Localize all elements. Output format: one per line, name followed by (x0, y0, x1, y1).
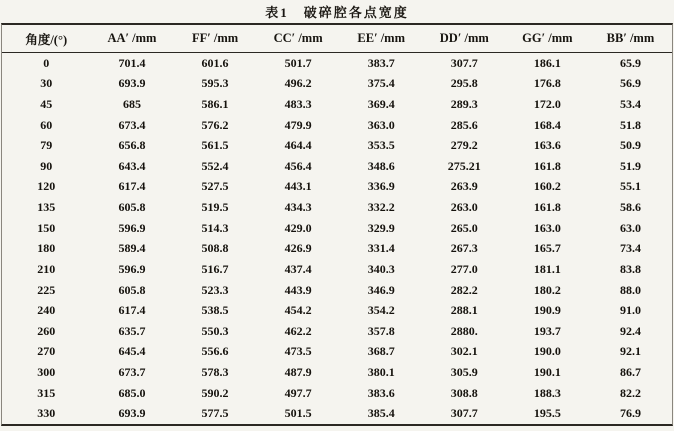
cell-value: 190.9 (533, 303, 561, 318)
cell-value: 383.7 (367, 55, 395, 70)
column-header: CC′ /mm (257, 25, 340, 53)
cell-value: 289.3 (450, 97, 478, 112)
cell-value: 578.3 (201, 364, 229, 379)
cell-value: 181.1 (533, 261, 561, 276)
cell-value: 605.8 (118, 282, 146, 297)
cell-value: 51.9 (619, 158, 641, 173)
cell-value: 193.7 (533, 323, 561, 338)
cell-value: 363.0 (367, 117, 395, 132)
table-row (2, 362, 672, 383)
cell-value: 63.0 (619, 220, 641, 235)
cell-value: 263.0 (450, 200, 478, 215)
cell-value: 161.8 (533, 158, 561, 173)
cell-value: 188.3 (533, 385, 561, 400)
cell-value: 635.7 (118, 323, 146, 338)
column-header: AA′ /mm (90, 25, 173, 53)
column-header-angle: 角度/(°) (2, 25, 90, 53)
table-row (2, 342, 672, 363)
cell-value: 331.4 (367, 241, 395, 256)
cell-value: 302.1 (450, 344, 478, 359)
cell-value: 595.3 (201, 76, 229, 91)
cell-value: 53.4 (619, 97, 641, 112)
cell-value: 617.4 (118, 179, 146, 194)
cell-value: 336.9 (367, 179, 395, 194)
cell-value: 383.6 (367, 385, 395, 400)
column-header: BB′ /mm (589, 25, 672, 53)
cell-angle: 270 (37, 344, 56, 359)
column-header: GG′ /mm (506, 25, 589, 53)
cell-angle: 135 (37, 200, 56, 215)
table-row (2, 197, 672, 218)
cell-angle: 60 (40, 117, 53, 132)
cell-value: 161.8 (533, 200, 561, 215)
cell-value: 596.9 (118, 261, 146, 276)
cell-value: 497.7 (284, 385, 312, 400)
cell-value: 340.3 (367, 261, 395, 276)
cell-value: 282.2 (450, 282, 478, 297)
cell-value: 195.5 (533, 406, 561, 421)
cell-value: 514.3 (201, 220, 229, 235)
cell-value: 454.2 (284, 303, 312, 318)
cell-value: 576.2 (201, 117, 229, 132)
cell-angle: 260 (37, 323, 56, 338)
cell-value: 693.9 (118, 406, 146, 421)
cell-value: 65.9 (619, 55, 641, 70)
cell-value: 487.9 (284, 364, 312, 379)
cell-value: 380.1 (367, 364, 395, 379)
cell-value: 295.8 (450, 76, 478, 91)
cell-value: 73.4 (619, 241, 641, 256)
data-table (2, 25, 672, 424)
column-header: DD′ /mm (423, 25, 506, 53)
cell-value: 279.2 (450, 138, 478, 153)
cell-value: 368.7 (367, 344, 395, 359)
table-row (2, 383, 672, 404)
cell-angle: 120 (37, 179, 56, 194)
table-title: 表1 破碎腔各点宽度 (265, 5, 409, 20)
column-header: FF′ /mm (174, 25, 257, 53)
cell-value: 160.2 (533, 179, 561, 194)
cell-value: 556.6 (201, 344, 229, 359)
cell-angle: 210 (37, 261, 56, 276)
cell-value: 288.1 (450, 303, 478, 318)
cell-value: 163.0 (533, 220, 561, 235)
cell-value: 263.9 (450, 179, 478, 194)
table-row (2, 239, 672, 260)
cell-value: 92.4 (619, 323, 641, 338)
cell-value: 88.0 (619, 282, 641, 297)
table-body (2, 53, 672, 425)
cell-angle: 150 (37, 220, 56, 235)
cell-angle: 45 (40, 97, 53, 112)
cell-value: 86.7 (619, 364, 641, 379)
cell-value: 443.1 (284, 179, 312, 194)
cell-value: 348.6 (367, 158, 395, 173)
cell-value: 434.3 (284, 200, 312, 215)
cell-value: 550.3 (201, 323, 229, 338)
cell-value: 163.6 (533, 138, 561, 153)
cell-value: 369.4 (367, 97, 395, 112)
table-row (2, 135, 672, 156)
cell-value: 58.6 (619, 200, 641, 215)
cell-value: 346.9 (367, 282, 395, 297)
cell-value: 589.4 (118, 241, 146, 256)
cell-value: 464.4 (284, 138, 312, 153)
cell-value: 277.0 (450, 261, 478, 276)
column-header: EE′ /mm (340, 25, 423, 53)
table-row (2, 403, 672, 424)
cell-value: 645.4 (118, 344, 146, 359)
cell-value: 176.8 (533, 76, 561, 91)
table-row (2, 53, 672, 74)
table-row (2, 156, 672, 177)
table-row (2, 218, 672, 239)
cell-value: 561.5 (201, 138, 229, 153)
cell-value: 353.5 (367, 138, 395, 153)
table-row (2, 259, 672, 280)
cell-value: 596.9 (118, 220, 146, 235)
cell-value: 685.0 (118, 385, 146, 400)
cell-value: 462.2 (284, 323, 312, 338)
cell-value: 385.4 (367, 406, 395, 421)
cell-value: 285.6 (450, 117, 478, 132)
cell-value: 437.4 (284, 261, 312, 276)
data-table-container (1, 23, 673, 426)
cell-value: 501.7 (284, 55, 312, 70)
cell-value: 656.8 (118, 138, 146, 153)
cell-value: 92.1 (619, 344, 641, 359)
cell-value: 190.0 (533, 344, 561, 359)
cell-angle: 240 (37, 303, 56, 318)
cell-value: 577.5 (201, 406, 229, 421)
table-row (2, 280, 672, 301)
cell-value: 180.2 (533, 282, 561, 297)
cell-value: 508.8 (201, 241, 229, 256)
cell-value: 165.7 (533, 241, 561, 256)
cell-value: 643.4 (118, 158, 146, 173)
cell-value: 538.5 (201, 303, 229, 318)
cell-angle: 180 (37, 241, 56, 256)
header-row (2, 25, 672, 53)
cell-value: 267.3 (450, 241, 478, 256)
cell-angle: 225 (37, 282, 56, 297)
cell-value: 496.2 (284, 76, 312, 91)
cell-angle: 330 (37, 406, 56, 421)
cell-value: 516.7 (201, 261, 229, 276)
table-row (2, 74, 672, 95)
cell-value: 426.9 (284, 241, 312, 256)
cell-value: 329.9 (367, 220, 395, 235)
table-row (2, 321, 672, 342)
cell-value: 307.7 (450, 406, 478, 421)
cell-value: 190.1 (533, 364, 561, 379)
table-row (2, 177, 672, 198)
cell-value: 429.0 (284, 220, 312, 235)
cell-value: 483.3 (284, 97, 312, 112)
cell-value: 354.2 (367, 303, 395, 318)
cell-value: 76.9 (619, 406, 641, 421)
cell-angle: 90 (40, 158, 53, 173)
cell-angle: 0 (43, 55, 50, 70)
cell-value: 586.1 (201, 97, 229, 112)
cell-value: 473.5 (284, 344, 312, 359)
cell-angle: 30 (40, 76, 53, 91)
cell-value: 50.9 (619, 138, 641, 153)
cell-value: 375.4 (367, 76, 395, 91)
cell-value: 332.2 (367, 200, 395, 215)
cell-value: 527.5 (201, 179, 229, 194)
cell-value: 673.7 (118, 364, 146, 379)
cell-value: 83.8 (619, 261, 641, 276)
table-row (2, 115, 672, 136)
cell-value: 168.4 (533, 117, 561, 132)
cell-value: 56.9 (619, 76, 641, 91)
table-header (2, 25, 672, 53)
cell-value: 701.4 (118, 55, 146, 70)
table-row (2, 300, 672, 321)
table-row (2, 94, 672, 115)
cell-value: 2880. (450, 323, 478, 338)
cell-value: 172.0 (533, 97, 561, 112)
cell-value: 601.6 (201, 55, 229, 70)
cell-value: 82.2 (619, 385, 641, 400)
cell-value: 308.8 (450, 385, 478, 400)
cell-value: 523.3 (201, 282, 229, 297)
cell-angle: 300 (37, 364, 56, 379)
cell-value: 186.1 (533, 55, 561, 70)
cell-value: 443.9 (284, 282, 312, 297)
cell-value: 693.9 (118, 76, 146, 91)
cell-value: 590.2 (201, 385, 229, 400)
cell-value: 456.4 (284, 158, 312, 173)
cell-value: 479.9 (284, 117, 312, 132)
cell-value: 501.5 (284, 406, 312, 421)
cell-angle: 315 (37, 385, 56, 400)
cell-value: 673.4 (118, 117, 146, 132)
cell-value: 307.7 (450, 55, 478, 70)
cell-value: 275.21 (447, 158, 481, 173)
cell-angle: 79 (40, 138, 53, 153)
cell-value: 265.0 (450, 220, 478, 235)
cell-value: 605.8 (118, 200, 146, 215)
cell-value: 552.4 (201, 158, 229, 173)
cell-value: 55.1 (619, 179, 641, 194)
cell-value: 51.8 (619, 117, 641, 132)
cell-value: 305.9 (450, 364, 478, 379)
cell-value: 617.4 (118, 303, 146, 318)
cell-value: 685 (122, 97, 141, 112)
cell-value: 91.0 (619, 303, 641, 318)
cell-value: 519.5 (201, 200, 229, 215)
cell-value: 357.8 (367, 323, 395, 338)
